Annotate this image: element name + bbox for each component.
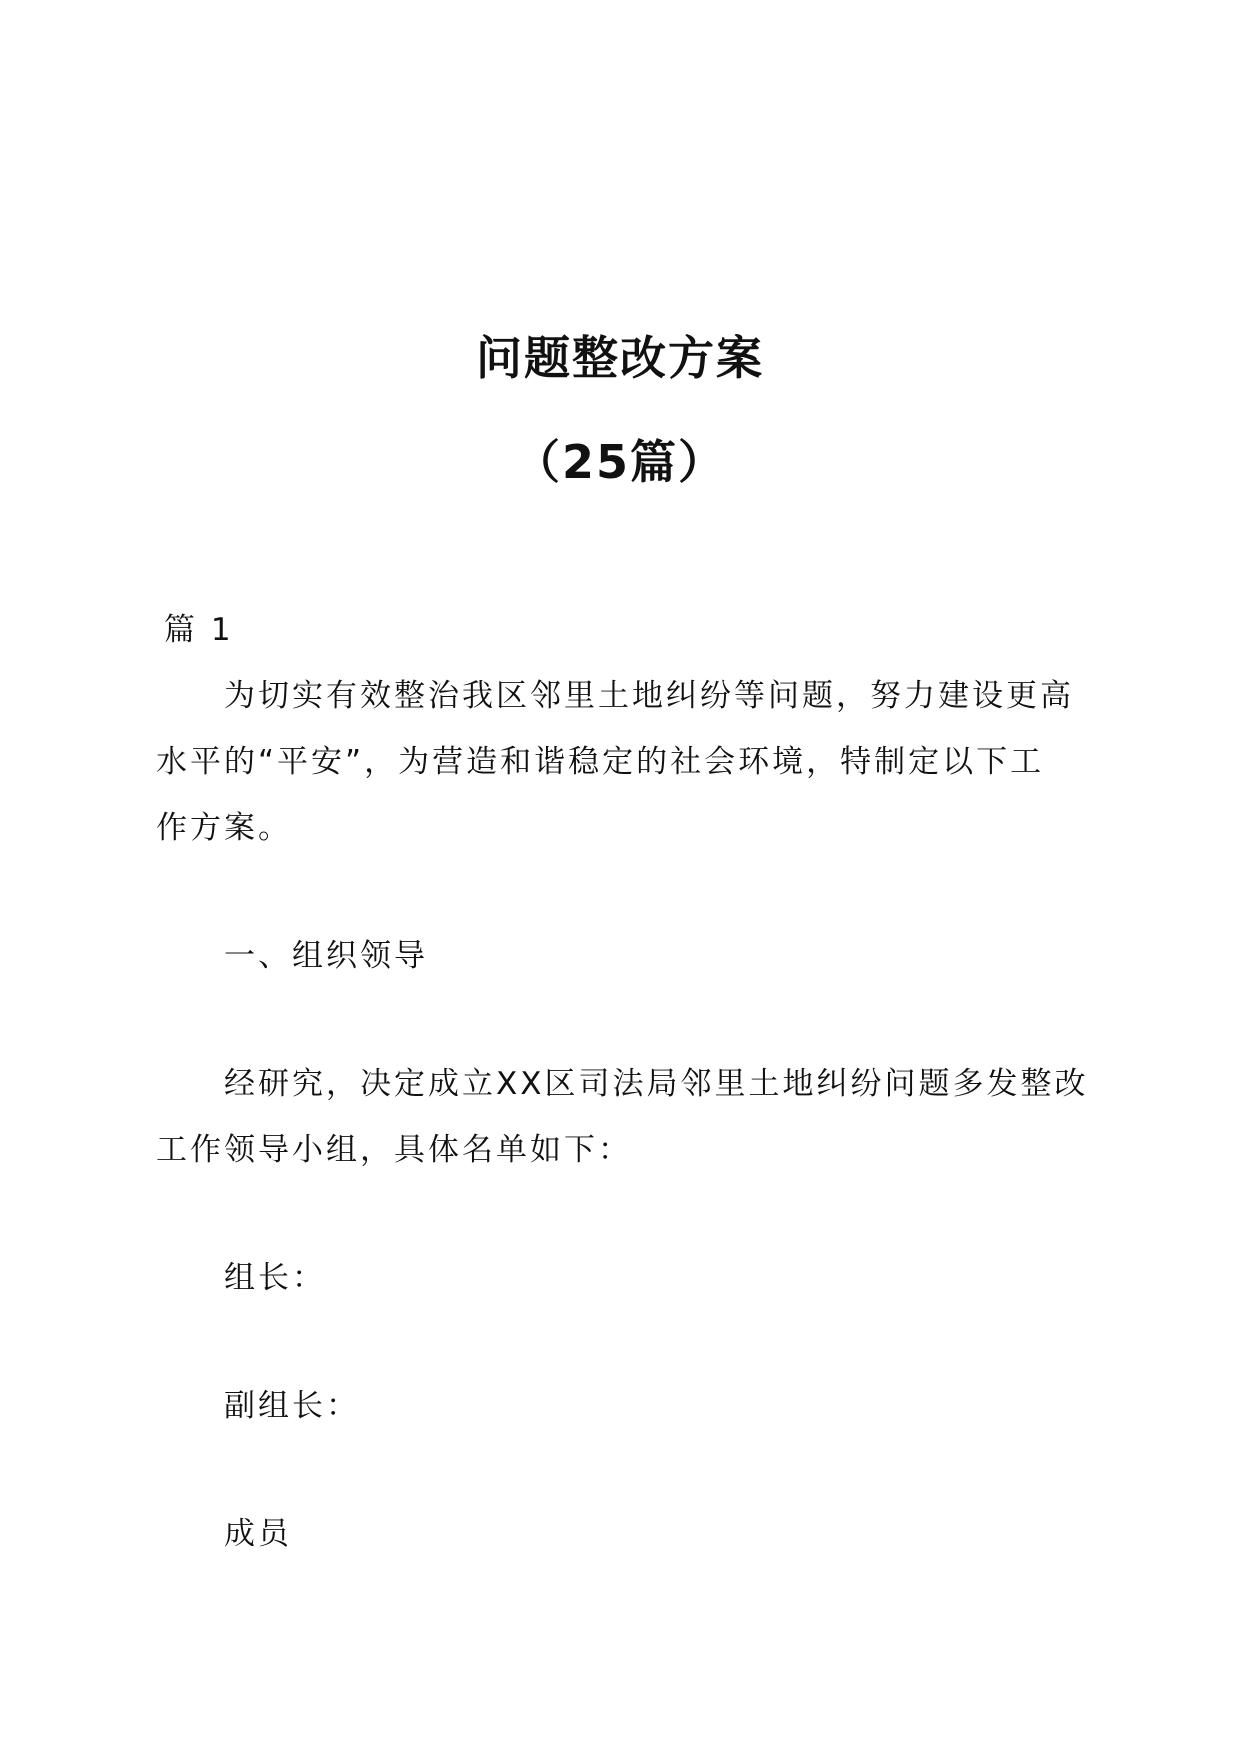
heading-organization: 一、组织领导 <box>224 938 428 974</box>
leader-line: 组长： <box>224 1260 326 1296</box>
decision-line-1: 经研究，决定成立XX区司法局邻里土地纠纷问题多发整改 <box>224 1066 1089 1102</box>
document-title: 问题整改方案 <box>476 331 764 385</box>
section-label: 篇 1 <box>164 612 234 648</box>
deputy-leader-line: 副组长： <box>224 1388 360 1424</box>
intro-line-3: 作方案。 <box>156 810 292 846</box>
decision-line-2: 工作领导小组，具体名单如下： <box>156 1132 632 1168</box>
intro-line-1: 为切实有效整治我区邻里土地纠纷等问题，努力建设更高 <box>224 678 1074 714</box>
intro-line-2: 水平的“平安”，为营造和谐稳定的社会环境，特制定以下工 <box>156 744 1045 780</box>
document-subtitle: （25篇） <box>513 435 726 489</box>
members-line: 成员 <box>224 1516 292 1552</box>
